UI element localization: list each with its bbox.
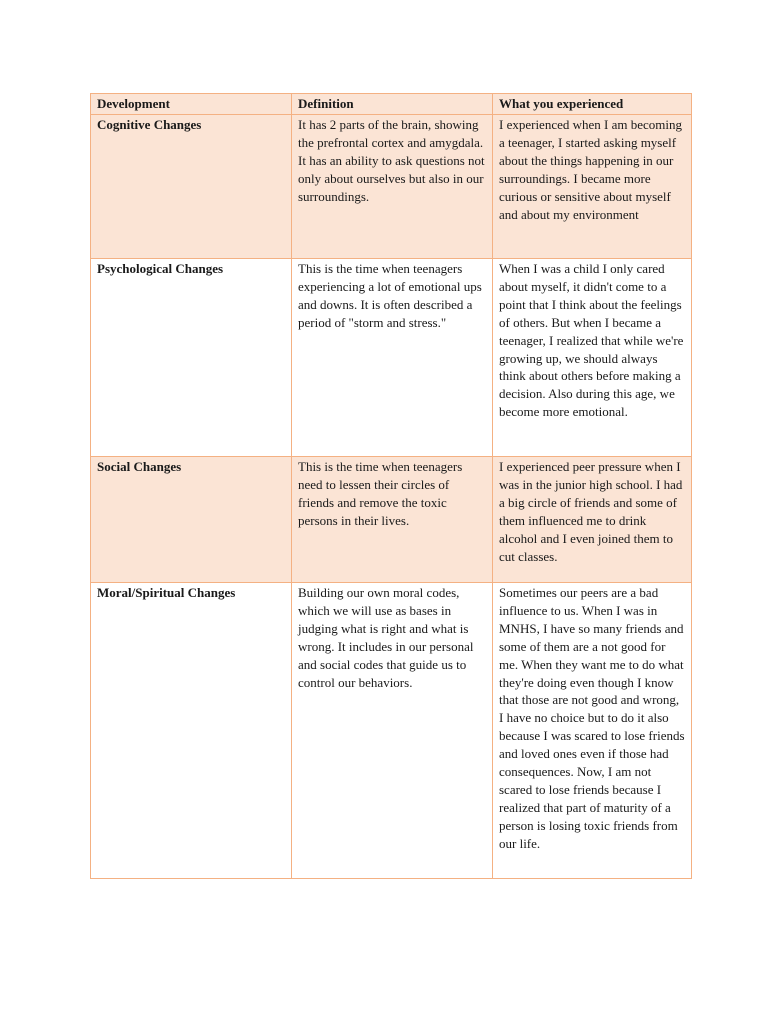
table-row — [91, 259, 692, 457]
definition-cell: It has 2 parts of the brain, showing the prefrontal cortex and amygdala. It has an ability to ask questions not only about ourselves but also in our surroundings. — [292, 115, 493, 259]
table-row — [91, 457, 692, 583]
table-row — [91, 115, 692, 259]
definition-cell: This is the time when teenagers need to lessen their circles of friends and remove the toxic persons in their lives. — [292, 457, 493, 583]
header-development: Development — [91, 94, 292, 115]
experience-cell: I experienced peer pressure when I was in the junior high school. I had a big circle of friends and some of them influenced me to drink alcohol and I even joined them to cut classes. — [493, 457, 692, 583]
experience-cell: When I was a child I only cared about myself, it didn't come to a point that I think about the feelings of others. But when I became a teenager, I realized that while we're growing up, we should always think about others before making a decision. Also during this age, we become more emotional. — [493, 259, 692, 457]
development-cell: Psychological Changes — [91, 259, 292, 457]
table-header-row — [91, 94, 692, 115]
header-definition: Definition — [292, 94, 493, 115]
development-cell: Cognitive Changes — [91, 115, 292, 259]
definition-cell: Building our own moral codes, which we will use as bases in judging what is right and what is wrong. It includes in our personal and social codes that guide us to control our behaviors. — [292, 583, 493, 879]
experience-cell: Sometimes our peers are a bad influence to us. When I was in MNHS, I have so many friends and some of them are a not good for me. When they want me to do what they're doing even though I know that those are not good and wrong, I have no choice but to do it also because I was scared to lose friends and loved ones even if those had consequences. Now, I am not scared to lose friends because I realized that part of maturity of a person is losing toxic friends from our life. — [493, 583, 692, 879]
header-experience: What you experienced — [493, 94, 692, 115]
development-cell: Moral/Spiritual Changes — [91, 583, 292, 879]
definition-cell: This is the time when teenagers experiencing a lot of emotional ups and downs. It is often described a period of "storm and stress." — [292, 259, 493, 457]
development-table — [90, 93, 692, 879]
development-cell: Social Changes — [91, 457, 292, 583]
table-row — [91, 583, 692, 879]
experience-cell: I experienced when I am becoming a teenager, I started asking myself about the things happening in our surroundings. I became more curious or sensitive about myself and about my environment — [493, 115, 692, 259]
